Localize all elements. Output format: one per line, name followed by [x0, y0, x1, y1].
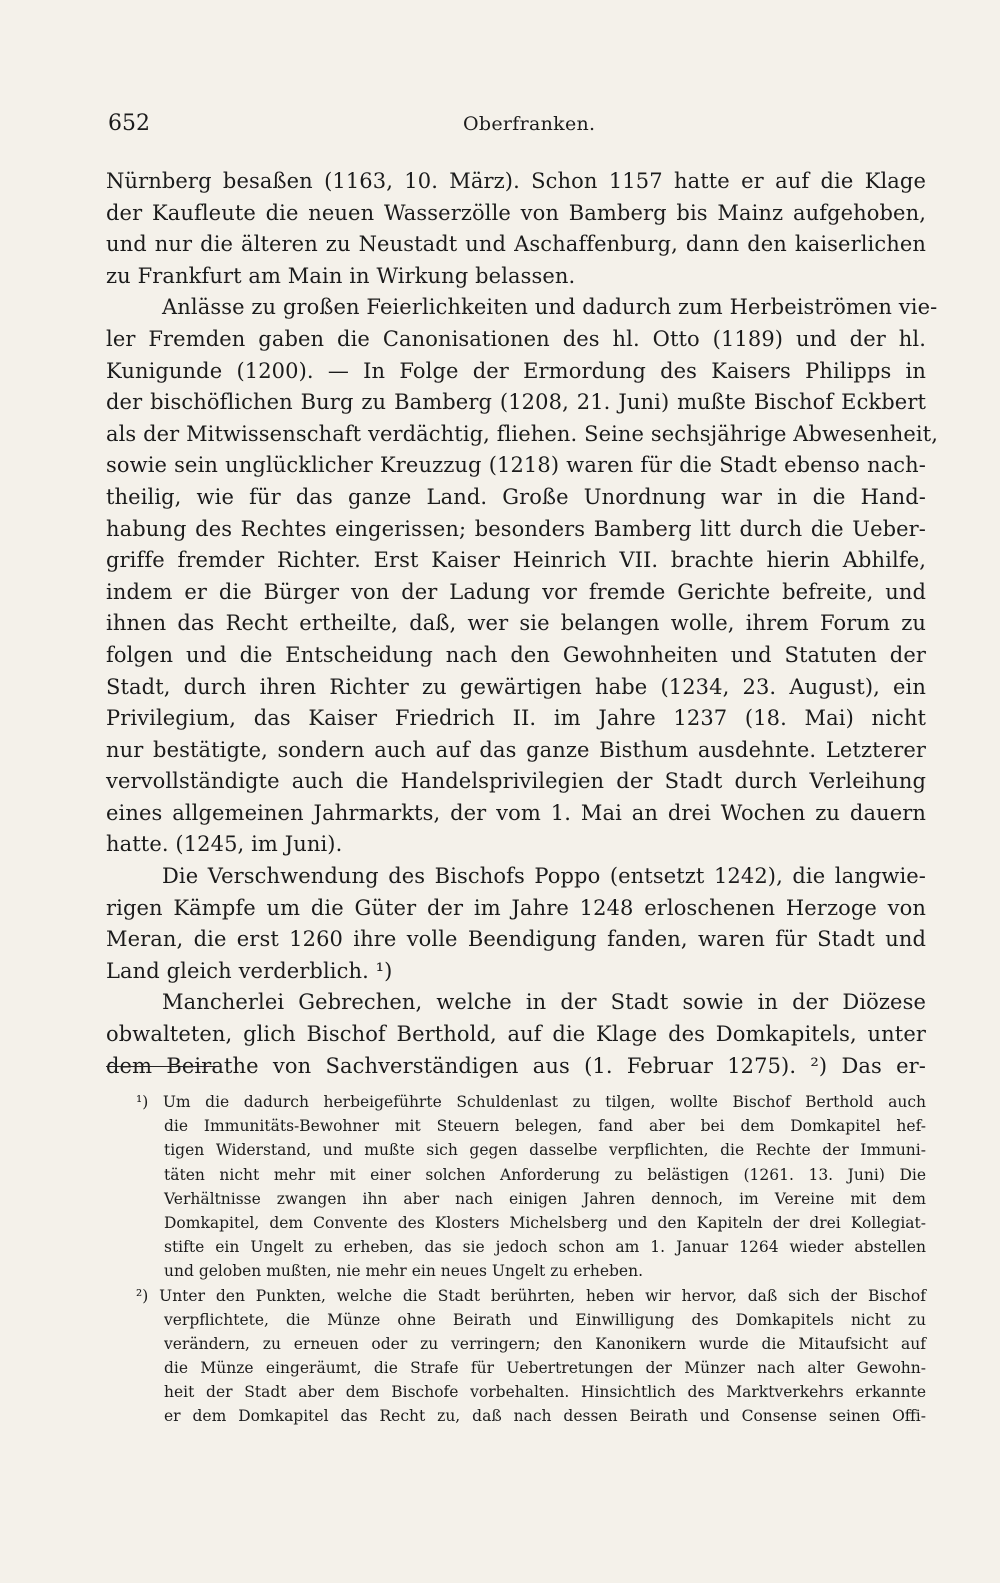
footnote-line: die Münze eingeräumt, die Strafe für Uebertretungen der Münzer nach alter Gewohn- [164, 1359, 926, 1378]
text-line: der bischöflichen Burg zu Bamberg (1208, 21. Juni) mußte Bischof Eckbert [106, 390, 926, 415]
page-header [108, 111, 922, 145]
text-line: obwalteten, glich Bischof Berthold, auf die Klage des Domkapitels, unter [106, 1022, 926, 1047]
text-line: Die Verschwendung des Bischofs Poppo (entsetzt 1242), die langwie- [162, 864, 926, 889]
footnote-line: die Immunitäts-Bewohner mit Steuern belegen, fand aber bei dem Domkapitel hef- [164, 1117, 926, 1136]
footnote-line: ²) Unter den Punkten, welche die Stadt berührten, heben wir hervor, daß sich der Bischof [136, 1286, 926, 1305]
main-text [106, 166, 938, 1082]
footnotes [106, 1090, 926, 1429]
text-line: Kunigunde (1200). — In Folge der Ermordung des Kaisers Philipps in [106, 358, 926, 383]
text-line: folgen und die Entscheidung nach den Gewohnheiten und Statuten der [106, 642, 926, 667]
text-line: sowie sein unglücklicher Kreuzzug (1218) waren für die Stadt ebenso nach- [106, 453, 926, 478]
text-line: nur bestätigte, sondern auch auf das ganze Bisthum ausdehnte. Letzterer [106, 737, 926, 762]
text-line: Mancherlei Gebrechen, welche in der Stadt sowie in der Diözese [162, 990, 926, 1015]
text-line: theilig, wie für das ganze Land. Große Unordnung war in die Hand- [106, 484, 926, 509]
footnote-line: verpflichtete, die Münze ohne Beirath und Einwilligung des Domkapitels nicht zu [164, 1310, 926, 1329]
footnote-line: verändern, zu erneuen oder zu verringern; den Kanonikern wurde die Mitaufsicht auf [164, 1334, 926, 1353]
text-line: Land gleich verderblich. ¹) [106, 958, 393, 983]
text-line: ler Fremden gaben die Canonisationen des hl. Otto (1189) und der hl. [106, 326, 926, 351]
footnote-line: Domkapitel, dem Convente des Klosters Michelsberg und den Kapiteln der drei Kollegiat- [164, 1213, 926, 1232]
text-line: und nur die älteren zu Neustadt und Aschaffenburg, dann den kaiserlichen [106, 232, 926, 257]
text-line: Privilegium, das Kaiser Friedrich II. im Jahre 1237 (18. Mai) nicht [106, 706, 926, 731]
text-line: Stadt, durch ihren Richter zu gewärtigen habe (1234, 23. August), ein [106, 674, 926, 699]
text-line: indem er die Bürger von der Ladung vor fremde Gerichte befreite, und [106, 579, 926, 604]
text-line: eines allgemeinen Jahrmarkts, der vom 1. Mai an drei Wochen zu dauern [106, 800, 926, 825]
footnote-line: heit der Stadt aber dem Bischofe vorbehalten. Hinsichtlich des Marktverkehrs erkannte [164, 1383, 926, 1402]
text-line: griffe fremder Richter. Erst Kaiser Heinrich VII. brachte hierin Abhilfe, [106, 548, 926, 573]
text-line: Nürnberg besaßen (1163, 10. März). Schon 1157 hatte er auf die Klage [106, 169, 926, 193]
text-line: dem Beirathe von Sachverständigen aus (1. Februar 1275). ²) Das er- [106, 1053, 926, 1078]
text-line: hatte. (1245, im Juni). [106, 832, 343, 857]
footnote-line: tigen Widerstand, und mußte sich gegen dasselbe verpflichten, die Rechte der Immuni- [164, 1141, 926, 1160]
text-line: der Kaufleute die neuen Wasserzölle von Bamberg bis Mainz aufgehoben, [106, 200, 926, 225]
footnote-separator [106, 1066, 216, 1067]
page-number: 652 [108, 111, 150, 136]
text-line: vervollständigte auch die Handelsprivilegien der Stadt durch Verleihung [106, 769, 926, 794]
footnote-line: Verhältnisse zwangen ihn aber nach einigen Jahren dennoch, im Vereine mit dem [164, 1189, 926, 1208]
text-line: rigen Kämpfe um die Güter der im Jahre 1248 erloschenen Herzoge von [106, 895, 926, 920]
footnote-line: ¹) Um die dadurch herbeigeführte Schuldenlast zu tilgen, wollte Bischof Berthold auch [136, 1093, 926, 1111]
text-line: habung des Rechtes eingerissen; besonders Bamberg litt durch die Ueber- [106, 516, 926, 541]
footnote-line: und geloben mußten, nie mehr ein neues Ungelt zu erheben. [164, 1262, 644, 1281]
text-line: zu Frankfurt am Main in Wirkung belassen. [106, 263, 576, 288]
running-head: Oberfranken. [463, 113, 596, 135]
footnote-line: er dem Domkapitel das Recht zu, daß nach dessen Beirath und Consense seinen Offi- [164, 1407, 926, 1426]
text-line: als der Mitwissenschaft verdächtig, fliehen. Seine sechsjährige Abwesenheit, [106, 421, 938, 446]
footnote-line: stifte ein Ungelt zu erheben, das sie jedoch schon am 1. Januar 1264 wieder abstellen [164, 1238, 926, 1257]
text-line: Anlässe zu großen Feierlichkeiten und dadurch zum Herbeiströmen vie- [162, 295, 938, 320]
text-line: Meran, die erst 1260 ihre volle Beendigung fanden, waren für Stadt und [106, 927, 926, 952]
footnote-line: täten nicht mehr mit einer solchen Anforderung zu belästigen (1261. 13. Juni) Die [164, 1165, 926, 1184]
text-line: ihnen das Recht ertheilte, daß, wer sie belangen wolle, ihrem Forum zu [106, 611, 926, 636]
